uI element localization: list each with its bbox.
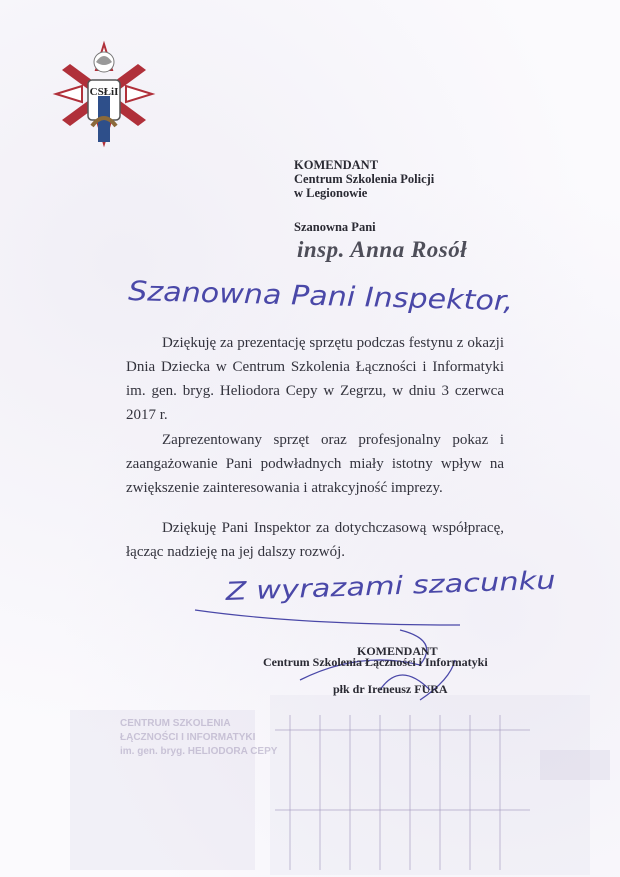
recipient-name: insp. Anna Rosół (297, 237, 468, 262)
paragraph-3-text: Dziękuję Pani Inspektor za dotychczasową współpracę, łącząc nadzieję na jej dalszy rozwój. (126, 520, 504, 560)
watermark-line-1: CENTRUM SZKOLENIA (120, 718, 231, 729)
paragraph-2-text: Zaprezentowany sprzęt oraz profesjonalny pokaz i zaangażowanie Pani podwładnych miały istotny wpływ na zwiększenie zainteresowania i atrakcyjność imprezy. (126, 432, 504, 496)
addressee-line-2: Centrum Szkolenia Policji (294, 172, 435, 186)
logo-text: CSŁiI (89, 86, 119, 98)
paragraph-2 (126, 428, 504, 500)
watermark-line-2: ŁĄCZNOŚCI I INFORMATYKI (120, 732, 256, 743)
sender-organization: Centrum Szkolenia Łączności i Informatyki (263, 655, 488, 669)
paragraph-3 (126, 516, 504, 564)
watermark-line-3: im. gen. bryg. HELIODORA CEPY (120, 746, 278, 757)
sender-title: KOMENDANT (357, 644, 438, 658)
paragraph-1-text: Dziękuję za prezentację sprzętu podczas festynu z okazji Dnia Dziecka w Centrum Szkolenia Łączności i Informatyki im. gen. bryg. Heliodora Cepy w Zegrzu, w dniu 3 czerwca 2017 r. (126, 335, 504, 423)
paragraph-1 (126, 331, 504, 427)
handwritten-closing: Z wyrazami szacunku (225, 567, 497, 606)
salutation: Szanowna Pani (294, 220, 376, 234)
addressee-line-1: KOMENDANT (294, 158, 379, 172)
addressee-block (294, 158, 434, 200)
handwritten-greeting: Szanowna Pani Inspektor, (127, 276, 474, 317)
addressee-line-3: w Legionowie (294, 186, 368, 200)
sender-name: płk dr Ireneusz FURA (333, 682, 448, 696)
cslii-emblem-icon (52, 40, 156, 148)
watermark-text (120, 717, 277, 759)
